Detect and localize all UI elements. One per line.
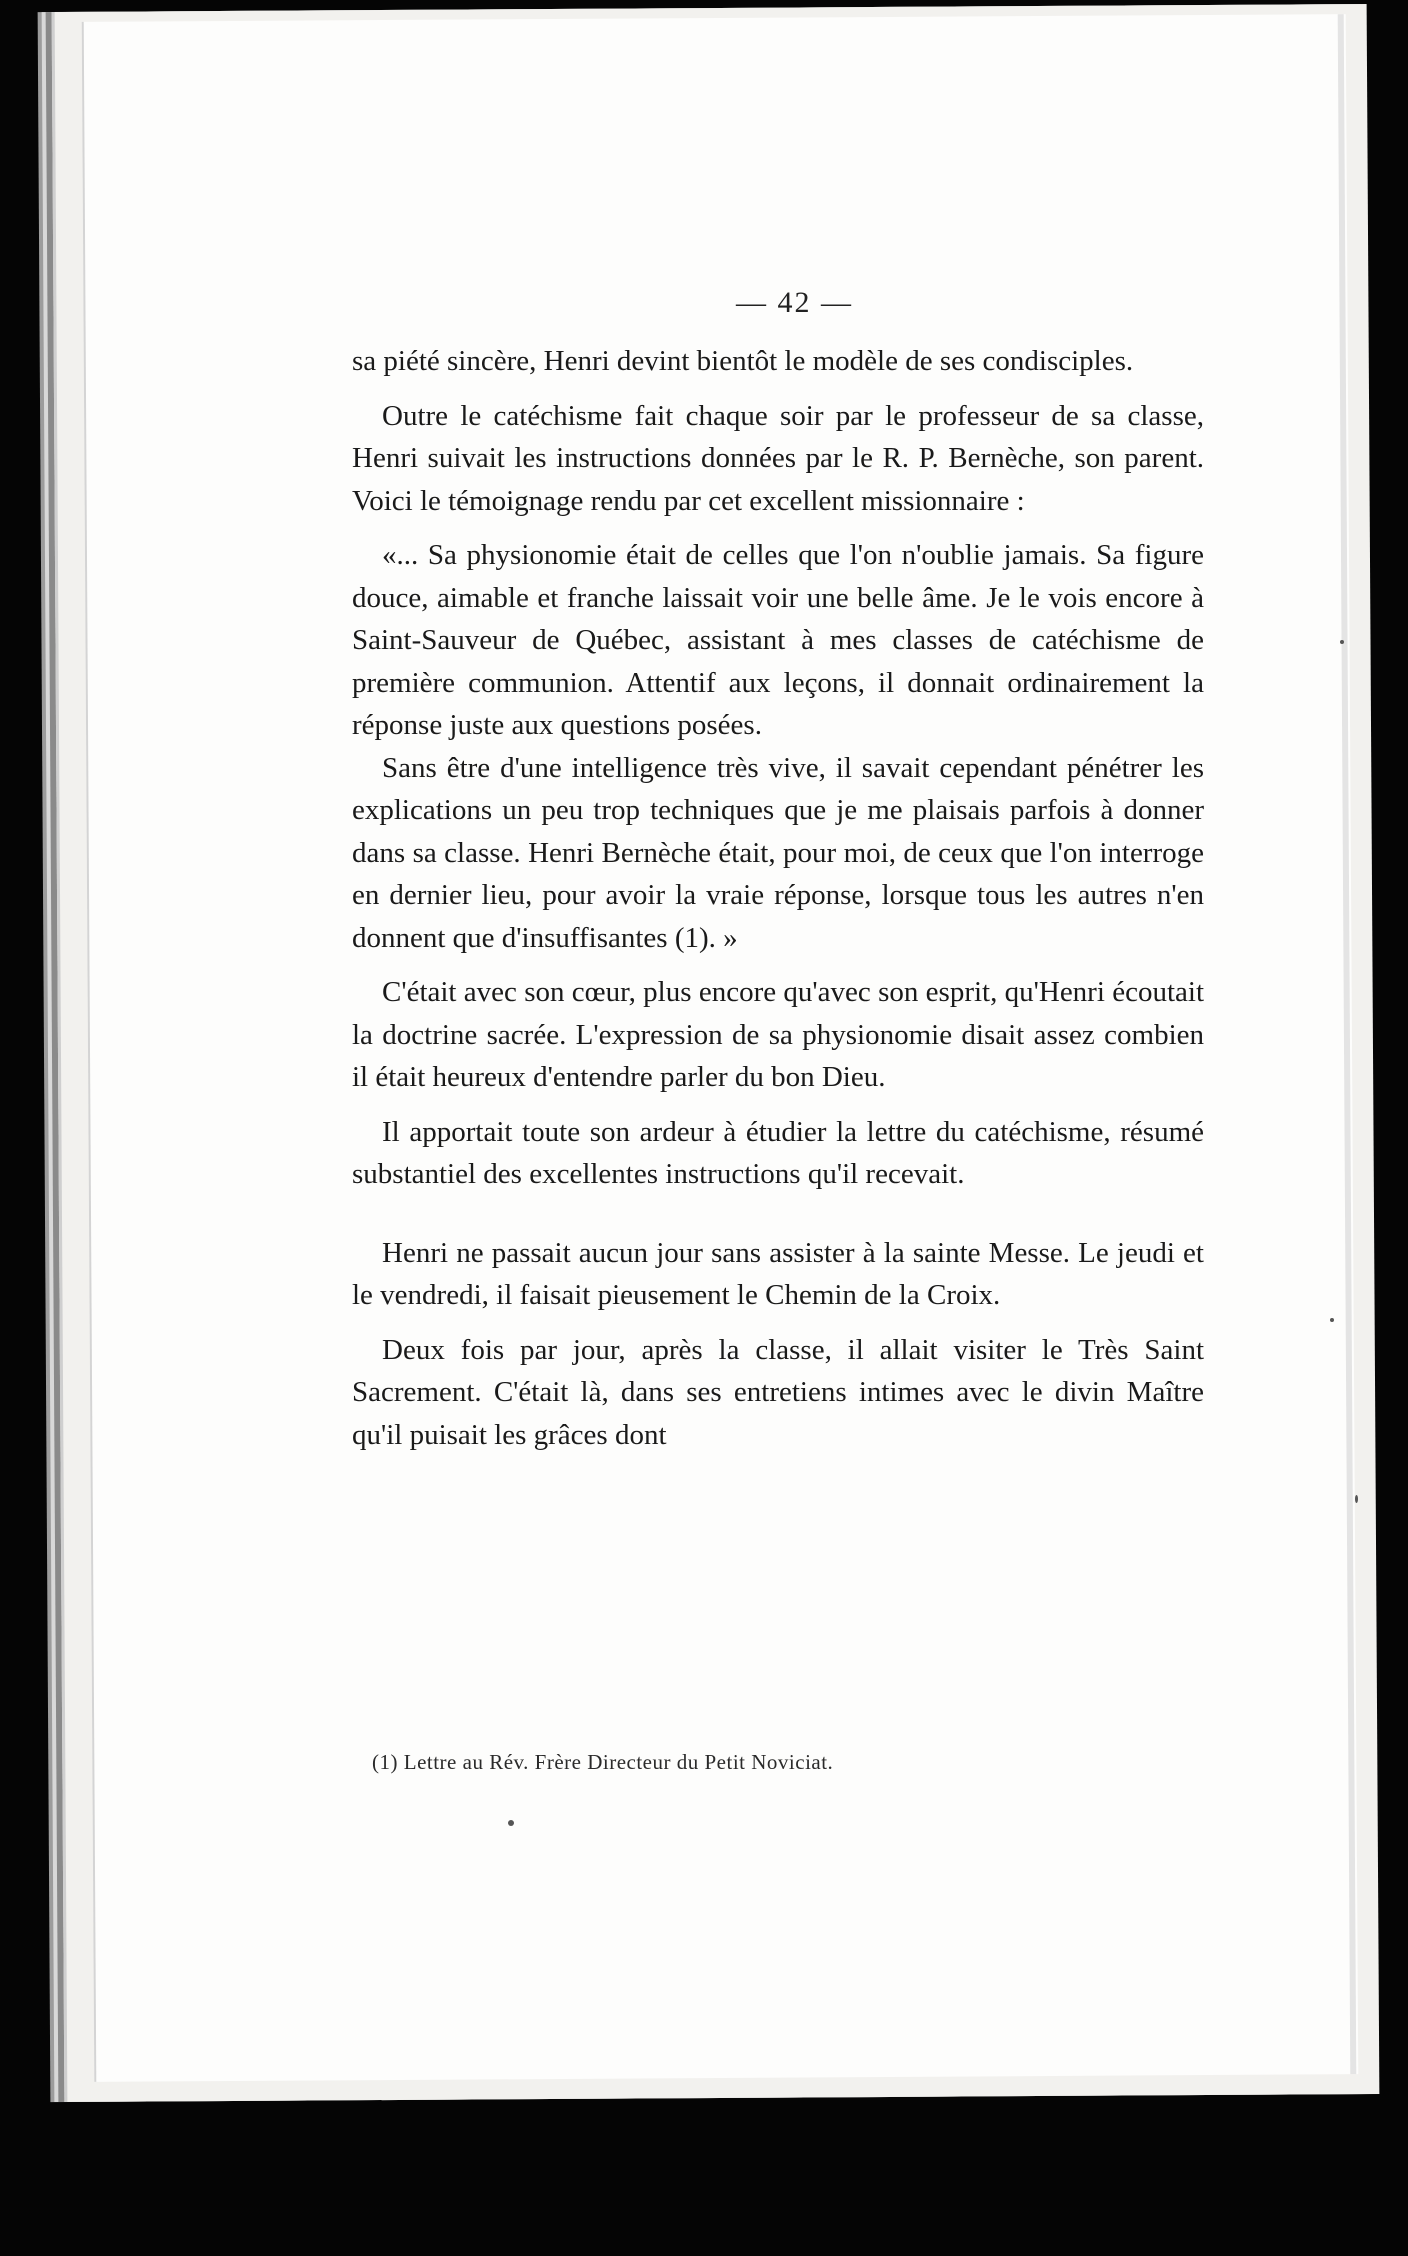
paragraph-saint-sacrement: Deux fois par jour, après la classe, il allait visiter le Très Saint Sacrement. C'était là, dans ses entretiens intimes avec le divin Maître qu'il puisait les grâces dont — [352, 1333, 1204, 1451]
paragraph-coeur: C'était avec son cœur, plus encore qu'avec son esprit, qu'Henri écoutait la doctrine sacrée. L'expression de sa physionomie disait assez combien il était heureux d'entendre parler du bon Dieu. — [352, 976, 1204, 1093]
body-text — [352, 340, 1204, 1456]
paragraph-quote-physionomie: «... Sa physionomie était de celles que l'on n'oublie jamais. Sa figure douce, aimable et franche laissait voir une belle âme. Je le vois encore à Saint-Sauveur de Québec, assistant à mes classes de catéchisme de première communion. Attentif aux leçons, il donnait ordinairement la réponse juste aux questions posées. — [352, 539, 1204, 741]
page-number: — 42 — — [736, 286, 853, 319]
dust-speck — [1340, 640, 1344, 644]
dust-speck — [508, 1820, 514, 1826]
paragraph-quote-intelligence: Sans être d'une intelligence très vive, il savait cependant pénétrer les explications un peu trop techniques que je me plaisais parfois à donner dans sa classe. Henri Bernèche était, pour moi, de ceux que l'on interroge en dernier lieu, pour avoir la vraie réponse, lorsque tous les autres n'en donnent que d'insuffisantes (1). » — [352, 751, 1204, 954]
dust-speck — [1355, 1495, 1358, 1503]
paragraph-continuation: sa piété sincère, Henri devint bientôt le modèle de ses condisciples. — [352, 345, 1134, 377]
paragraph-catechism-instructions: Outre le catéchisme fait chaque soir par le professeur de sa classe, Henri suivait les instructions données par le R. P. Bernèche, son parent. Voici le témoignage rendu par cet excellent missionnaire : — [352, 399, 1204, 517]
footnote: (1) Lettre au Rév. Frère Directeur du Petit Noviciat. — [372, 1750, 834, 1774]
dust-speck — [1330, 1318, 1334, 1322]
paragraph-ardeur: Il apportait toute son ardeur à étudier la lettre du catéchisme, résumé substantiel des excellentes instructions qu'il recevait. — [352, 1115, 1204, 1190]
paragraph-messe: Henri ne passait aucun jour sans assister à la sainte Messe. Le jeudi et le vendredi, il faisait pieusement le Chemin de la Croix. — [352, 1236, 1204, 1311]
